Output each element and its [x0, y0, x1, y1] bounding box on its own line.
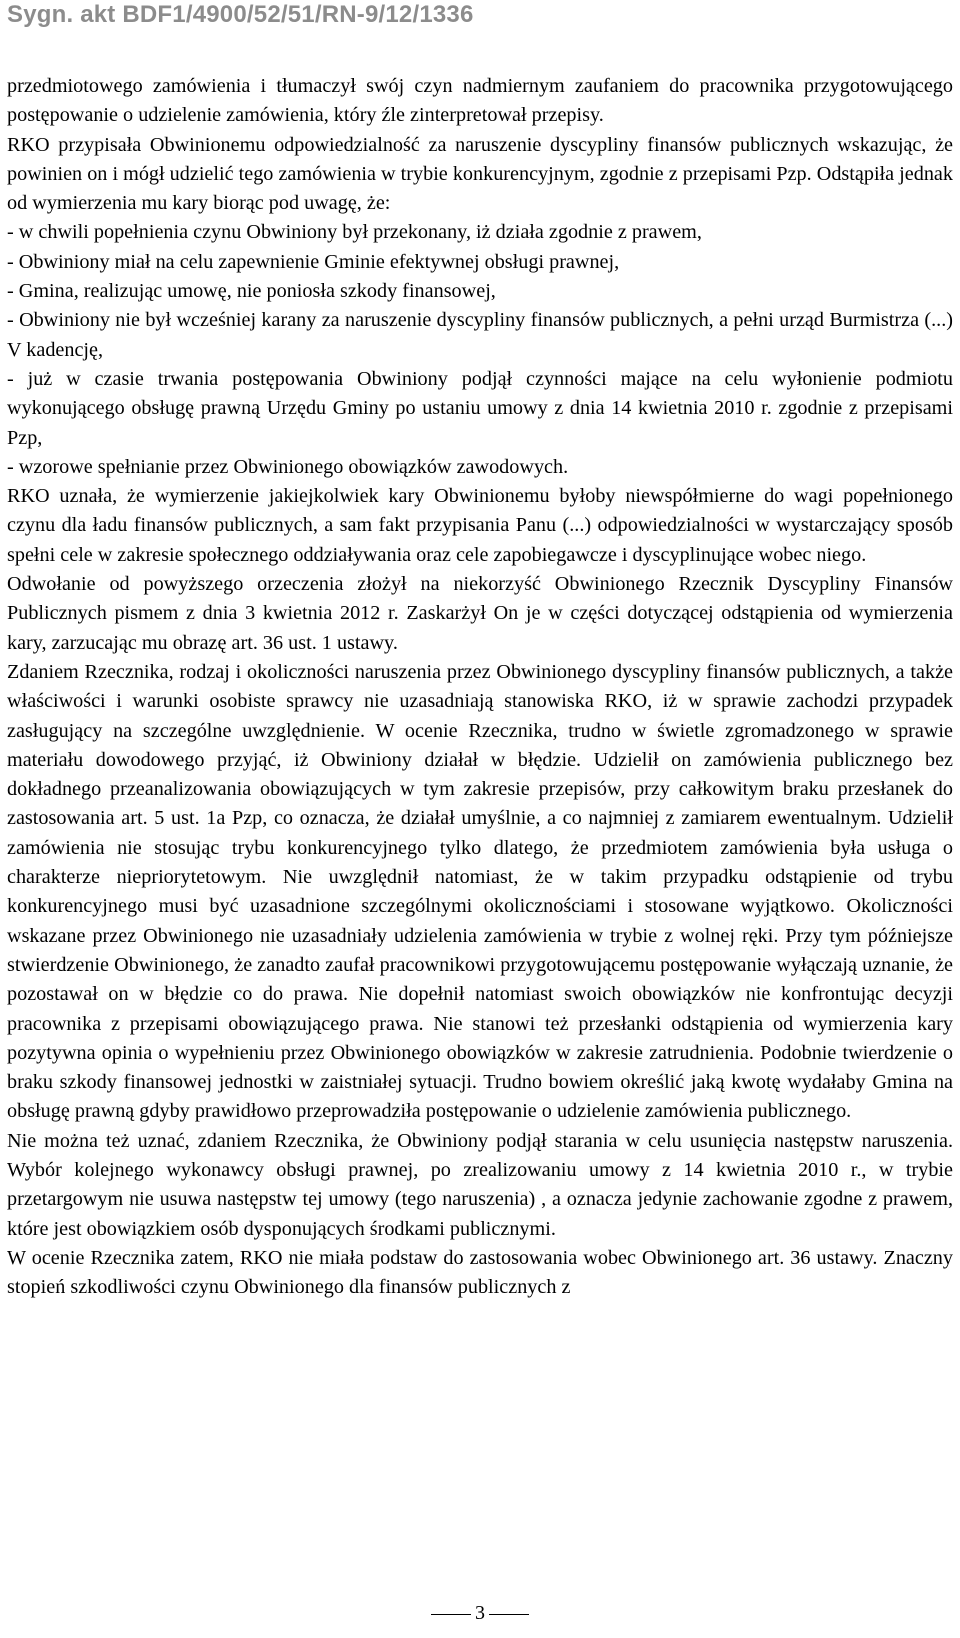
- paragraph: Odwołanie od powyższego orzeczenia złożył na niekorzyść Obwinionego Rzecznik Dyscypliny Finansów Publicznych pismem z dnia 3 kwietnia 2012 r. Zaskarżył On je w części dotyczącej odstąpienia od wymierzenia kary, zarzucając mu obrazę art. 36 ust. 1 ustawy.: [7, 573, 953, 654]
- document-body: [7, 72, 953, 1302]
- list-item: - już w czasie trwania postępowania Obwiniony podjął czynności mające na celu wyłonienie podmiotu wykonującego obsługę prawną Urzędu Gminy po ustaniu umowy z dnia 14 kwietnia 2010 r. zgodnie z przepisami Pzp,: [7, 367, 953, 449]
- paragraph: Zdaniem Rzecznika, rodzaj i okoliczności naruszenia przez Obwinionego dyscypliny finansów publicznych, a także właściwości i warunki osobiste sprawcy nie uzasadniają stanowiska RKO, iż w sprawie zachodzi przypadek zasługujący na szczególne uwzględnienie. W ocenie Rzecznika, trudno w świetle zgromadzonego w sprawie materiału dowodowego przyjąć, iż Obwiniony działał w błędzie. Udzielił on zamówienia publicznego bez dokładnego przeanalizowania obowiązujących w tym zakresie przepisów, przy całkowitym braku przesłanek do zastosowania art. 5 ust. 1a Pzp, co oznacza, że działał umyślnie, a co najmniej z zamiarem ewentualnym. Udzielił zamówienia nie stosując trybu konkurencyjnego tylko dlatego, że przedmiotem zamówienia była usługa o charakterze niepriorytetowym. Nie uwzględnił natomiast, że w takim przypadku odstąpienie od trybu konkurencyjnego musi być uzasadnione szczególnymi okolicznościami i stosowane wyjątkowo. Okoliczności wskazane przez Obwinionego nie uzasadniały udzielenia zamówienia w trybie z wolnej ręki. Przy tym późniejsze stwierdzenie Obwinionego, że zanadto zaufał pracownikowi przygotowującemu postępowanie wyłączają uznanie, że pozostawał on w błędzie co do prawa. Nie dopełnił natomiast swoich obowiązków nie konfrontując decyzji pracownika z przepisami obowiązującego prawa. Nie stanowi też przesłanki odstąpienia od wymierzenia kary pozytywna opinia o wypełnieniu przez Obwinionego obowiązków w zakresie zatrudnienia. Podobnie twierdzenie o braku szkody finansowej jednostki w zaistniałej sytuacji. Trudno bowiem określić jaką kwotę wydałaby Gmina na obsługę prawną gdyby prawidłowo przeprowadziła postępowanie o udzielenie zamówienia publicznego.: [7, 660, 953, 1123]
- list-item: - Obwiniony nie był wcześniej karany za naruszenie dyscypliny finansów publicznych, a pełni urząd Burmistrza (...) V kadencję,: [7, 309, 953, 361]
- list-item: - wzorowe spełnianie przez Obwinionego obowiązków zawodowych.: [7, 455, 569, 478]
- list-item: - w chwili popełnienia czynu Obwiniony był przekonany, iż działa zgodnie z prawem,: [7, 221, 702, 244]
- case-signature-header: Sygn. akt BDF1/4900/52/51/RN-9/12/1336: [7, 1, 474, 28]
- footer-dash-right: [489, 1614, 529, 1615]
- paragraph: RKO przypisała Obwinionemu odpowiedzialność za naruszenie dyscypliny finansów publicznych wskazując, że powinien on i mógł udzielić tego zamówienia w trybie konkurencyjnym, zgodnie z przepisami Pzp. Odstąpiła jednak od wymierzenia mu kary biorąc pod uwagę, że:: [7, 133, 953, 215]
- page-footer: [0, 1602, 960, 1625]
- footer-dash-left: [431, 1614, 471, 1615]
- list-item: - Obwiniony miał na celu zapewnienie Gminie efektywnej obsługi prawnej,: [7, 250, 620, 273]
- list-item: - Gmina, realizując umowę, nie poniosła szkody finansowej,: [7, 280, 496, 303]
- page-number: 3: [475, 1602, 485, 1624]
- paragraph: Nie można też uznać, zdaniem Rzecznika, że Obwiniony podjął starania w celu usunięcia następstw naruszenia. Wybór kolejnego wykonawcy obsługi prawnej, po zrealizowaniu umowy z 14 kwietnia 2010 r., w trybie przetargowym nie usuwa następstw tej umowy (tego naruszenia) , a oznacza jedynie zachowanie zgodne z prawem, które jest obowiązkiem osób dysponujących środkami publicznymi.: [7, 1129, 953, 1240]
- paragraph: W ocenie Rzecznika zatem, RKO nie miała podstaw do zastosowania wobec Obwinionego art. 36 ustawy. Znaczny stopień szkodliwości czynu Obwinionego dla finansów publicznych z: [7, 1246, 953, 1299]
- paragraph: przedmiotowego zamówienia i tłumaczył swój czyn nadmiernym zaufaniem do pracownika przygotowującego postępowanie o udzielenie zamówienia, który źle zinterpretował przepisy.: [7, 75, 953, 127]
- paragraph: RKO uznała, że wymierzenie jakiejkolwiek kary Obwinionemu byłoby niewspółmierne do wagi popełnionego czynu dla ładu finansów publicznych, a sam fakt przypisania Panu (...) odpowiedzialności w wystarczający sposób spełni cele w zakresie społecznego oddziaływania oraz cele zapobiegawcze i dyscyplinujące wobec niego.: [7, 485, 953, 566]
